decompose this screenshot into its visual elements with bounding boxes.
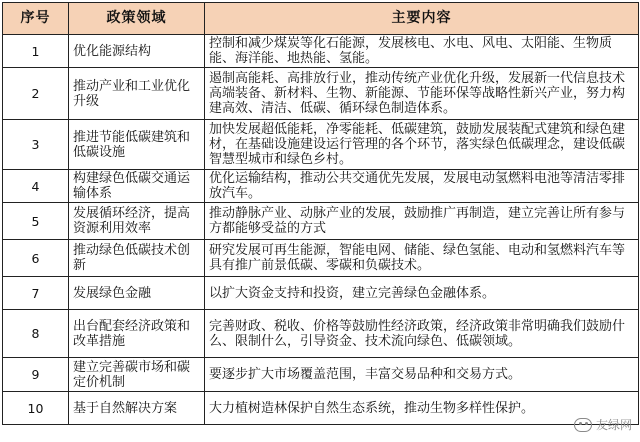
row-policy-area: 出台配套经济政策和改革措施	[69, 310, 205, 358]
watermark-text: 友绿网	[595, 418, 632, 432]
row-index: 8	[3, 310, 69, 358]
row-content: 加快发展超低能耗，净零能耗、低碳建筑，鼓励发展装配式建筑和绿色建材，在基础设施建设运行管理的各个环节，落实绿色低碳理念，建设低碳智慧型城市和绿色乡村。	[205, 120, 639, 170]
row-policy-area: 推动绿色低碳技术创新	[69, 240, 205, 277]
row-content: 要逐步扩大市场覆盖范围，丰富交易品种和交易方式。	[205, 358, 639, 392]
row-index: 7	[3, 277, 69, 310]
row-index: 6	[3, 240, 69, 277]
table-header-row	[3, 3, 639, 35]
wechat-icon	[574, 418, 592, 432]
watermark	[574, 416, 632, 433]
row-policy-area: 发展绿色金融	[69, 277, 205, 310]
row-content: 研究发展可再生能源，智能电网、储能、绿色氢能、电动和氢燃料汽车等具有推广前景低碳、零碳和负碳技术。	[205, 240, 639, 277]
row-policy-area: 推动产业和工业优化升级	[69, 68, 205, 120]
table-row	[3, 170, 639, 203]
row-policy-area: 基于自然解决方案	[69, 392, 205, 425]
row-index: 9	[3, 358, 69, 392]
row-index: 2	[3, 68, 69, 120]
row-content: 推动静脉产业、动脉产业的发展，鼓励推广再制造，建立完善让所有参与方都能够受益的方式	[205, 203, 639, 240]
row-content: 完善财政、税收、价格等鼓励性经济政策，经济政策非常明确我们鼓励什么、限制什么，引导资金、技术流向绿色、低碳领域。	[205, 310, 639, 358]
table-row	[3, 203, 639, 240]
table-row	[3, 310, 639, 358]
row-policy-area: 构建绿色低碳交通运输体系	[69, 170, 205, 203]
header-index: 序号	[3, 3, 69, 35]
row-policy-area: 建立完善碳市场和碳定价机制	[69, 358, 205, 392]
row-policy-area: 发展循环经济，提高资源利用效率	[69, 203, 205, 240]
table-row	[3, 392, 639, 425]
row-content: 控制和减少煤炭等化石能源，发展核电、水电、风电、太阳能、生物质能、海洋能、地热能、氢能。	[205, 35, 639, 68]
table-row	[3, 35, 639, 68]
policy-table	[2, 2, 639, 425]
row-policy-area: 优化能源结构	[69, 35, 205, 68]
table-row	[3, 277, 639, 310]
row-index: 10	[3, 392, 69, 425]
row-policy-area: 推进节能低碳建筑和低碳设施	[69, 120, 205, 170]
table-row	[3, 358, 639, 392]
row-content: 大力植树造林保护自然生态系统，推动生物多样性保护。	[205, 392, 639, 425]
header-policy-area: 政策领域	[69, 3, 205, 35]
row-index: 5	[3, 203, 69, 240]
row-index: 4	[3, 170, 69, 203]
row-content: 优化运输结构，推动公共交通优先发展，发展电动氢燃料电池等清洁零排放汽车。	[205, 170, 639, 203]
table-row	[3, 240, 639, 277]
row-index: 1	[3, 35, 69, 68]
table-row	[3, 120, 639, 170]
table-row	[3, 68, 639, 120]
row-index: 3	[3, 120, 69, 170]
row-content: 以扩大资金支持和投资，建立完善绿色金融体系。	[205, 277, 639, 310]
row-content: 遏制高能耗、高排放行业，推动传统产业优化升级，发展新一代信息技术高端装备、新材料、生物、新能源、节能环保等战略性新兴产业，努力构建高效、清洁、低碳、循环绿色制造体系。	[205, 68, 639, 120]
header-main-content: 主要内容	[205, 3, 639, 35]
